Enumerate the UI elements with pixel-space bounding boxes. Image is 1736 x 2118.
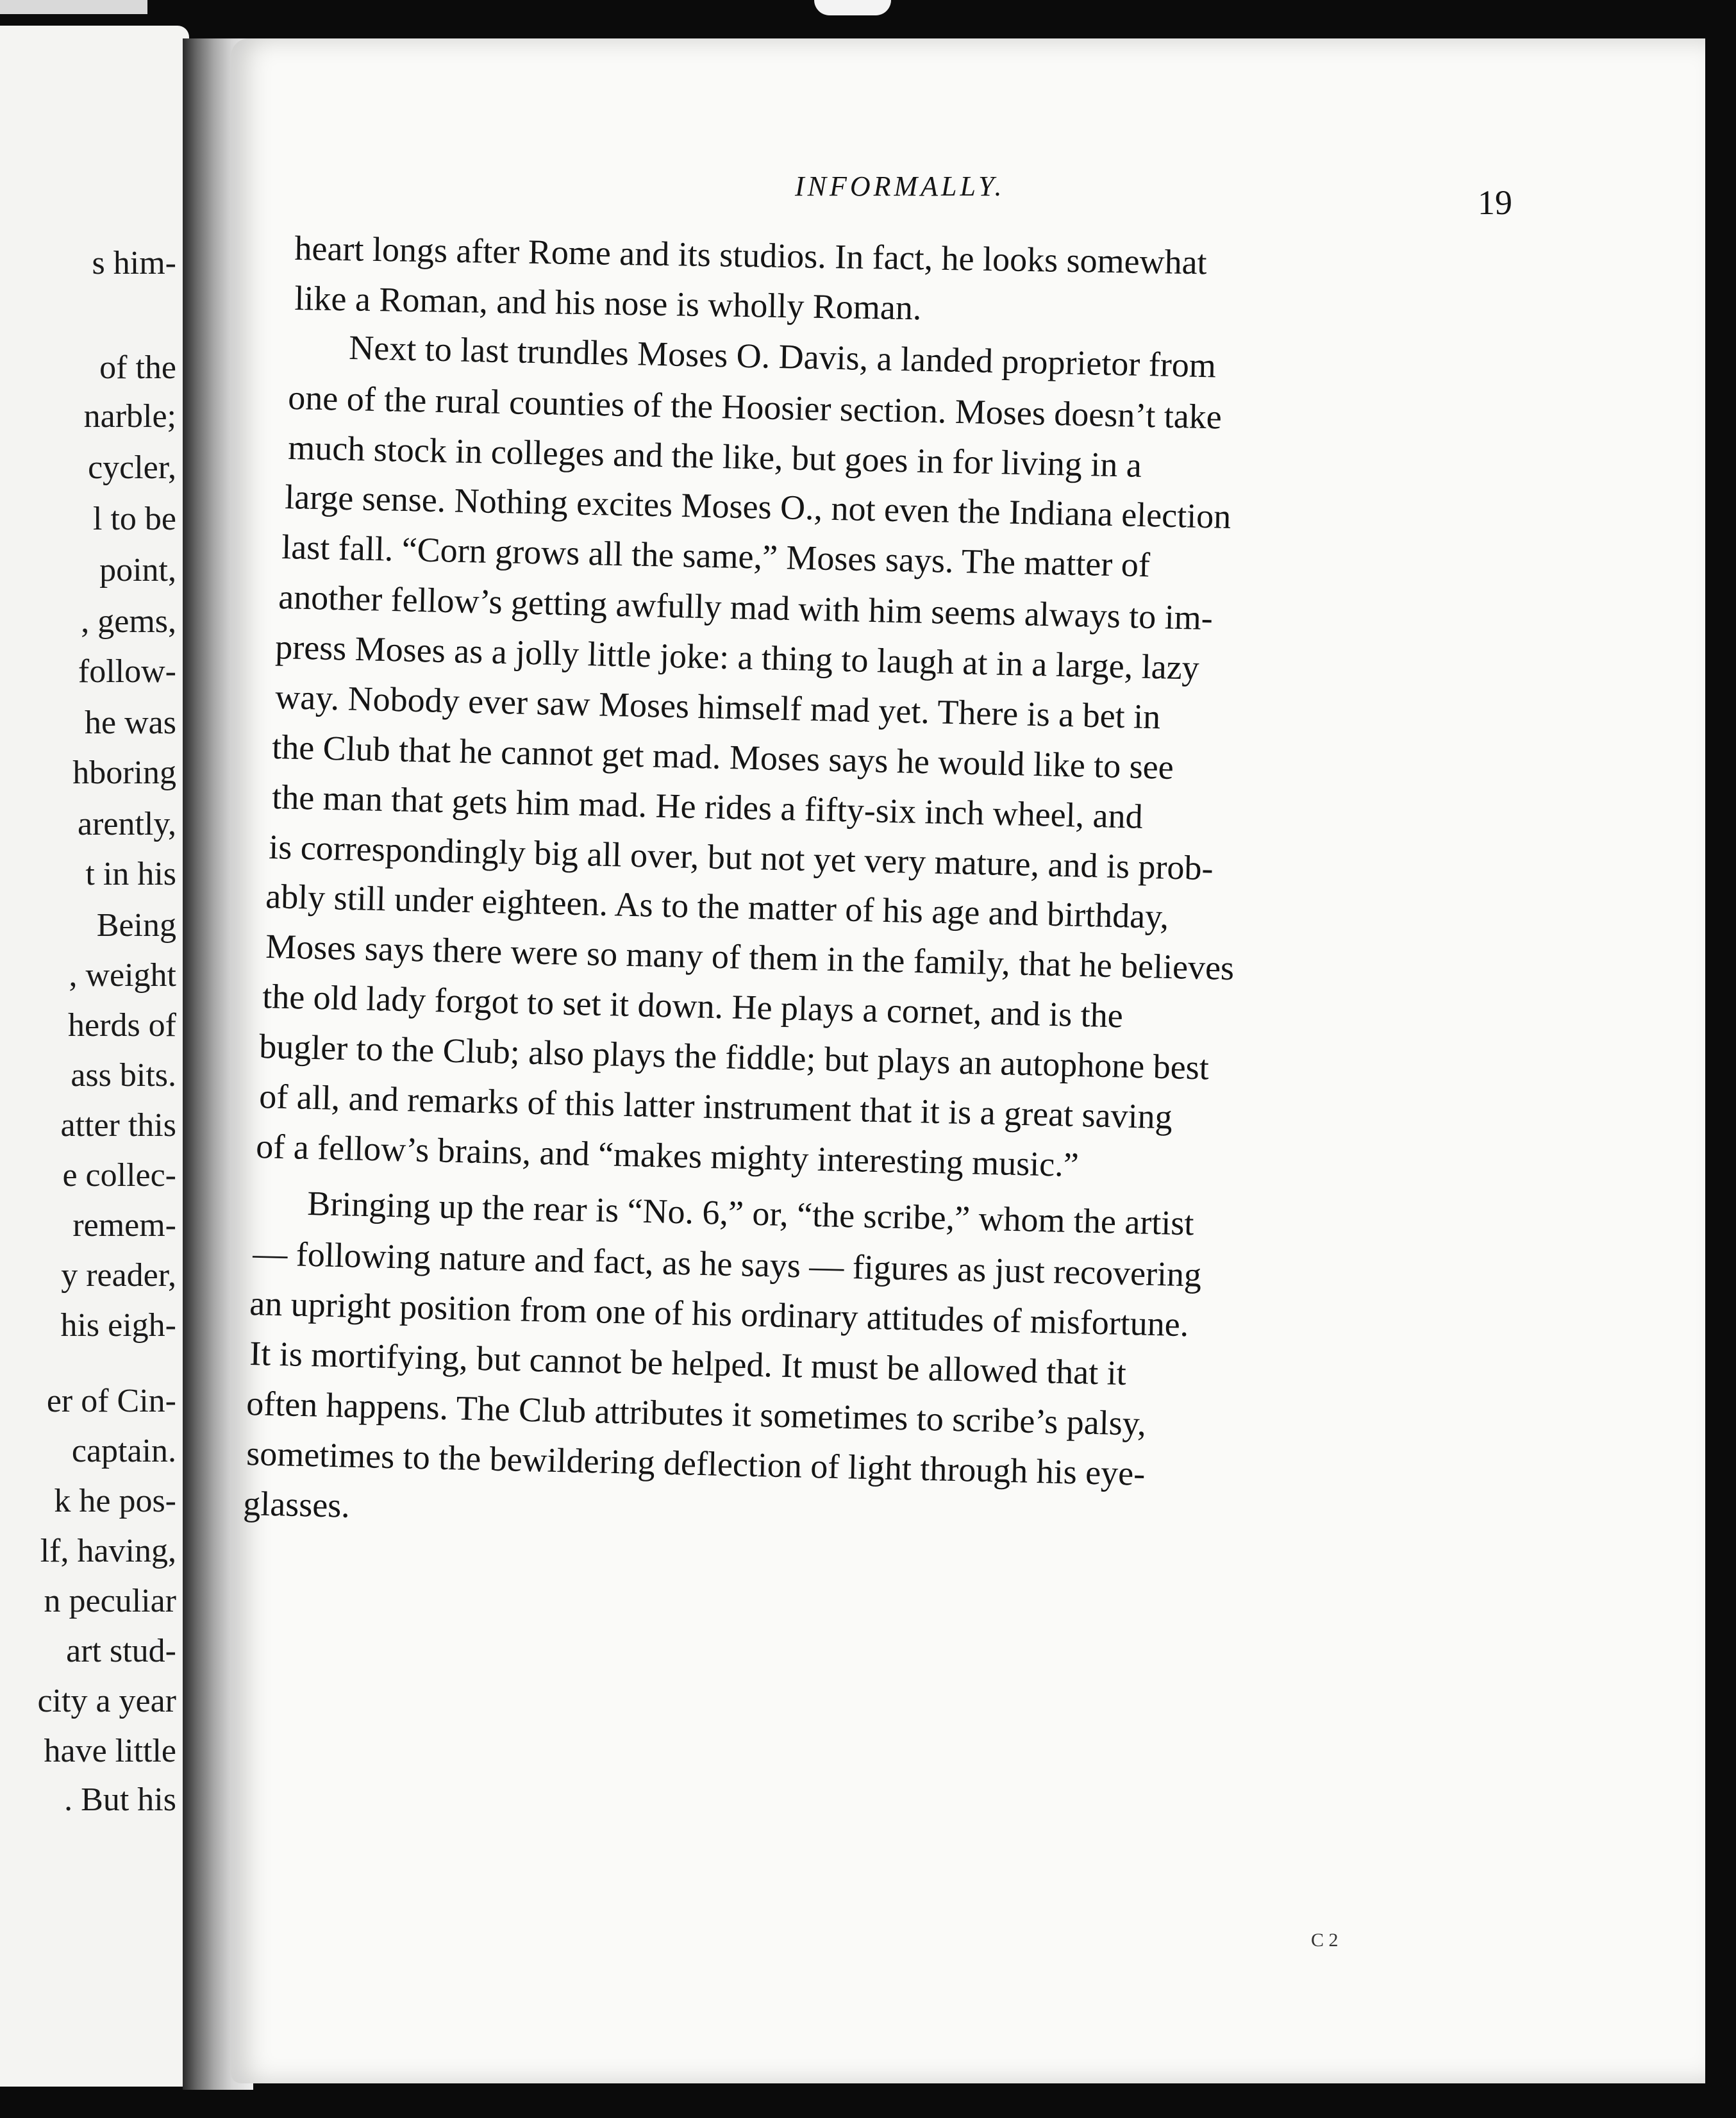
scan-edge-strip bbox=[0, 0, 147, 14]
running-title: INFORMALLY. bbox=[795, 171, 1005, 202]
text-line: press Moses as a jolly little joke: a thing to laugh at in a large, lazy bbox=[274, 628, 1200, 687]
text-line: often happens. The Club attributes it sometimes to scribe’s palsy, bbox=[246, 1384, 1147, 1443]
left-fragment: art stud- bbox=[66, 1633, 176, 1669]
left-fragment: , weight bbox=[69, 957, 176, 994]
left-fragment: er of Cin- bbox=[46, 1383, 176, 1419]
left-fragment: e collec- bbox=[62, 1157, 176, 1194]
left-fragment: n peculiar bbox=[44, 1583, 176, 1619]
left-fragment: , gems, bbox=[81, 603, 176, 640]
left-fragment: have little bbox=[44, 1733, 176, 1769]
text-line: like a Roman, and his nose is wholly Roman. bbox=[294, 279, 922, 328]
right-page bbox=[231, 38, 1705, 2083]
text-line: glasses. bbox=[242, 1484, 351, 1525]
left-fragment: he was bbox=[85, 705, 176, 741]
text-line: — following nature and fact, as he says — figures as just recovering bbox=[252, 1234, 1202, 1294]
left-fragment: cycler, bbox=[88, 449, 176, 486]
left-fragment: Being bbox=[96, 907, 176, 944]
left-fragment: follow- bbox=[78, 653, 176, 690]
signature-mark: C 2 bbox=[1311, 1930, 1339, 1951]
text-line: bugler to the Club; also plays the fiddle; but plays an autophone best bbox=[258, 1027, 1210, 1087]
page-number: 19 bbox=[1478, 183, 1512, 222]
left-page-edge bbox=[0, 26, 189, 2087]
text-line: another fellow’s getting awfully mad with him seems always to im- bbox=[278, 578, 1214, 638]
left-fragment: y reader, bbox=[61, 1257, 176, 1294]
text-line: sometimes to the bewildering deflection of light through his eye- bbox=[246, 1434, 1146, 1493]
text-line: an upright position from one of his ordinary attitudes of misfortune. bbox=[249, 1284, 1189, 1344]
text-line: is correspondingly big all over, but not yet very mature, and is prob- bbox=[268, 828, 1214, 888]
left-fragment: his eigh- bbox=[60, 1307, 176, 1344]
text-line: the man that gets him mad. He rides a fifty-six inch wheel, and bbox=[271, 778, 1144, 836]
left-fragment: hboring bbox=[72, 755, 176, 791]
text-line: large sense. Nothing excites Moses O., not even the Indiana election bbox=[284, 478, 1231, 536]
left-fragment: point, bbox=[99, 552, 176, 588]
text-line: ably still under eighteen. As to the matter of his age and birthday, bbox=[265, 877, 1169, 936]
text-line: Next to last trundles Moses O. Davis, a landed proprietor from bbox=[348, 328, 1217, 385]
left-fragment: captain. bbox=[71, 1433, 176, 1469]
left-fragment: arently, bbox=[78, 806, 176, 842]
text-line: one of the rural counties of the Hoosier section. Moses doesn’t take bbox=[287, 378, 1223, 437]
text-line: the Club that he cannot get mad. Moses says he would like to see bbox=[271, 728, 1174, 787]
left-fragment: of the bbox=[99, 349, 176, 386]
text-line: the old lady forgot to set it down. He plays a cornet, and is the bbox=[262, 977, 1124, 1035]
text-line: way. Nobody ever saw Moses himself mad yet. There is a bet in bbox=[274, 678, 1161, 737]
text-line: much stock in colleges and the like, but goes in for living in a bbox=[287, 428, 1142, 485]
left-fragment: ass bits. bbox=[71, 1057, 176, 1094]
scan-blot bbox=[814, 0, 891, 15]
text-line: Bringing up the rear is “No. 6,” or, “the scribe,” whom the artist bbox=[306, 1184, 1195, 1243]
left-fragment: t in his bbox=[85, 856, 176, 892]
left-fragment: k he pos- bbox=[54, 1483, 176, 1519]
left-fragment: lf, having, bbox=[40, 1533, 176, 1569]
text-line: heart longs after Rome and its studios. In fact, he looks somewhat bbox=[294, 229, 1208, 282]
body-text bbox=[231, 38, 1705, 2083]
left-fragment: remem- bbox=[72, 1207, 176, 1244]
text-line: last fall. “Corn grows all the same,” Moses says. The matter of bbox=[281, 528, 1151, 585]
left-fragment: city a year bbox=[37, 1683, 176, 1719]
left-fragment: s him- bbox=[92, 245, 176, 281]
text-line: It is mortifying, but cannot be helped. It must be allowed that it bbox=[249, 1334, 1127, 1393]
left-fragment: herds of bbox=[68, 1007, 176, 1044]
left-fragment: . But his bbox=[64, 1781, 176, 1818]
left-fragment: atter this bbox=[60, 1107, 176, 1144]
text-line: Moses says there were so many of them in the family, that he believes bbox=[265, 927, 1235, 988]
left-fragment: narble; bbox=[83, 398, 176, 435]
text-line: of a fellow’s brains, and “makes mighty interesting music.” bbox=[255, 1127, 1080, 1185]
text-line: of all, and remarks of this latter instrument that it is a great saving bbox=[258, 1077, 1173, 1137]
left-fragment: l to be bbox=[93, 501, 176, 537]
